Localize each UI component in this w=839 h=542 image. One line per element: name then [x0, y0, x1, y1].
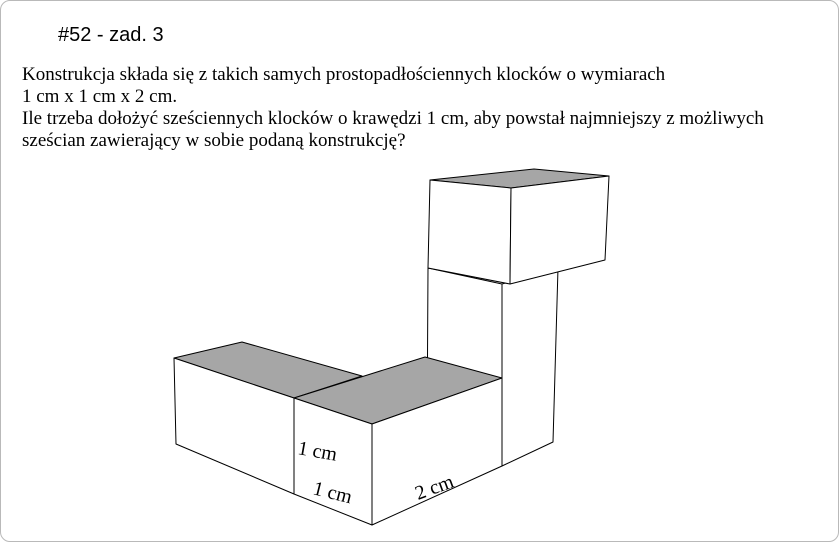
label-height: 1 cm [296, 437, 339, 466]
problem-line-4: sześcian zawierający w sobie podaną konstrukcję? [22, 130, 406, 151]
column-lower-side-face [502, 268, 558, 466]
column-upper-side-face [510, 176, 609, 284]
label-depth: 1 cm [310, 477, 355, 509]
label-length: 2 cm [412, 470, 457, 505]
problem-line-1: Konstrukcja składa się z takich samych prostopadłościennych klocków o wymiarach [22, 64, 666, 85]
problem-line-3: Ile trzeba dołożyć sześciennych klocków o krawędzi 1 cm, aby powstał najmniejszy z możliwych [22, 108, 764, 129]
problem-number: #52 - zad. 3 [58, 24, 164, 46]
problem-line-2: 1 cm x 1 cm x 2 cm. [22, 86, 178, 107]
column-upper-front-face [428, 180, 511, 284]
